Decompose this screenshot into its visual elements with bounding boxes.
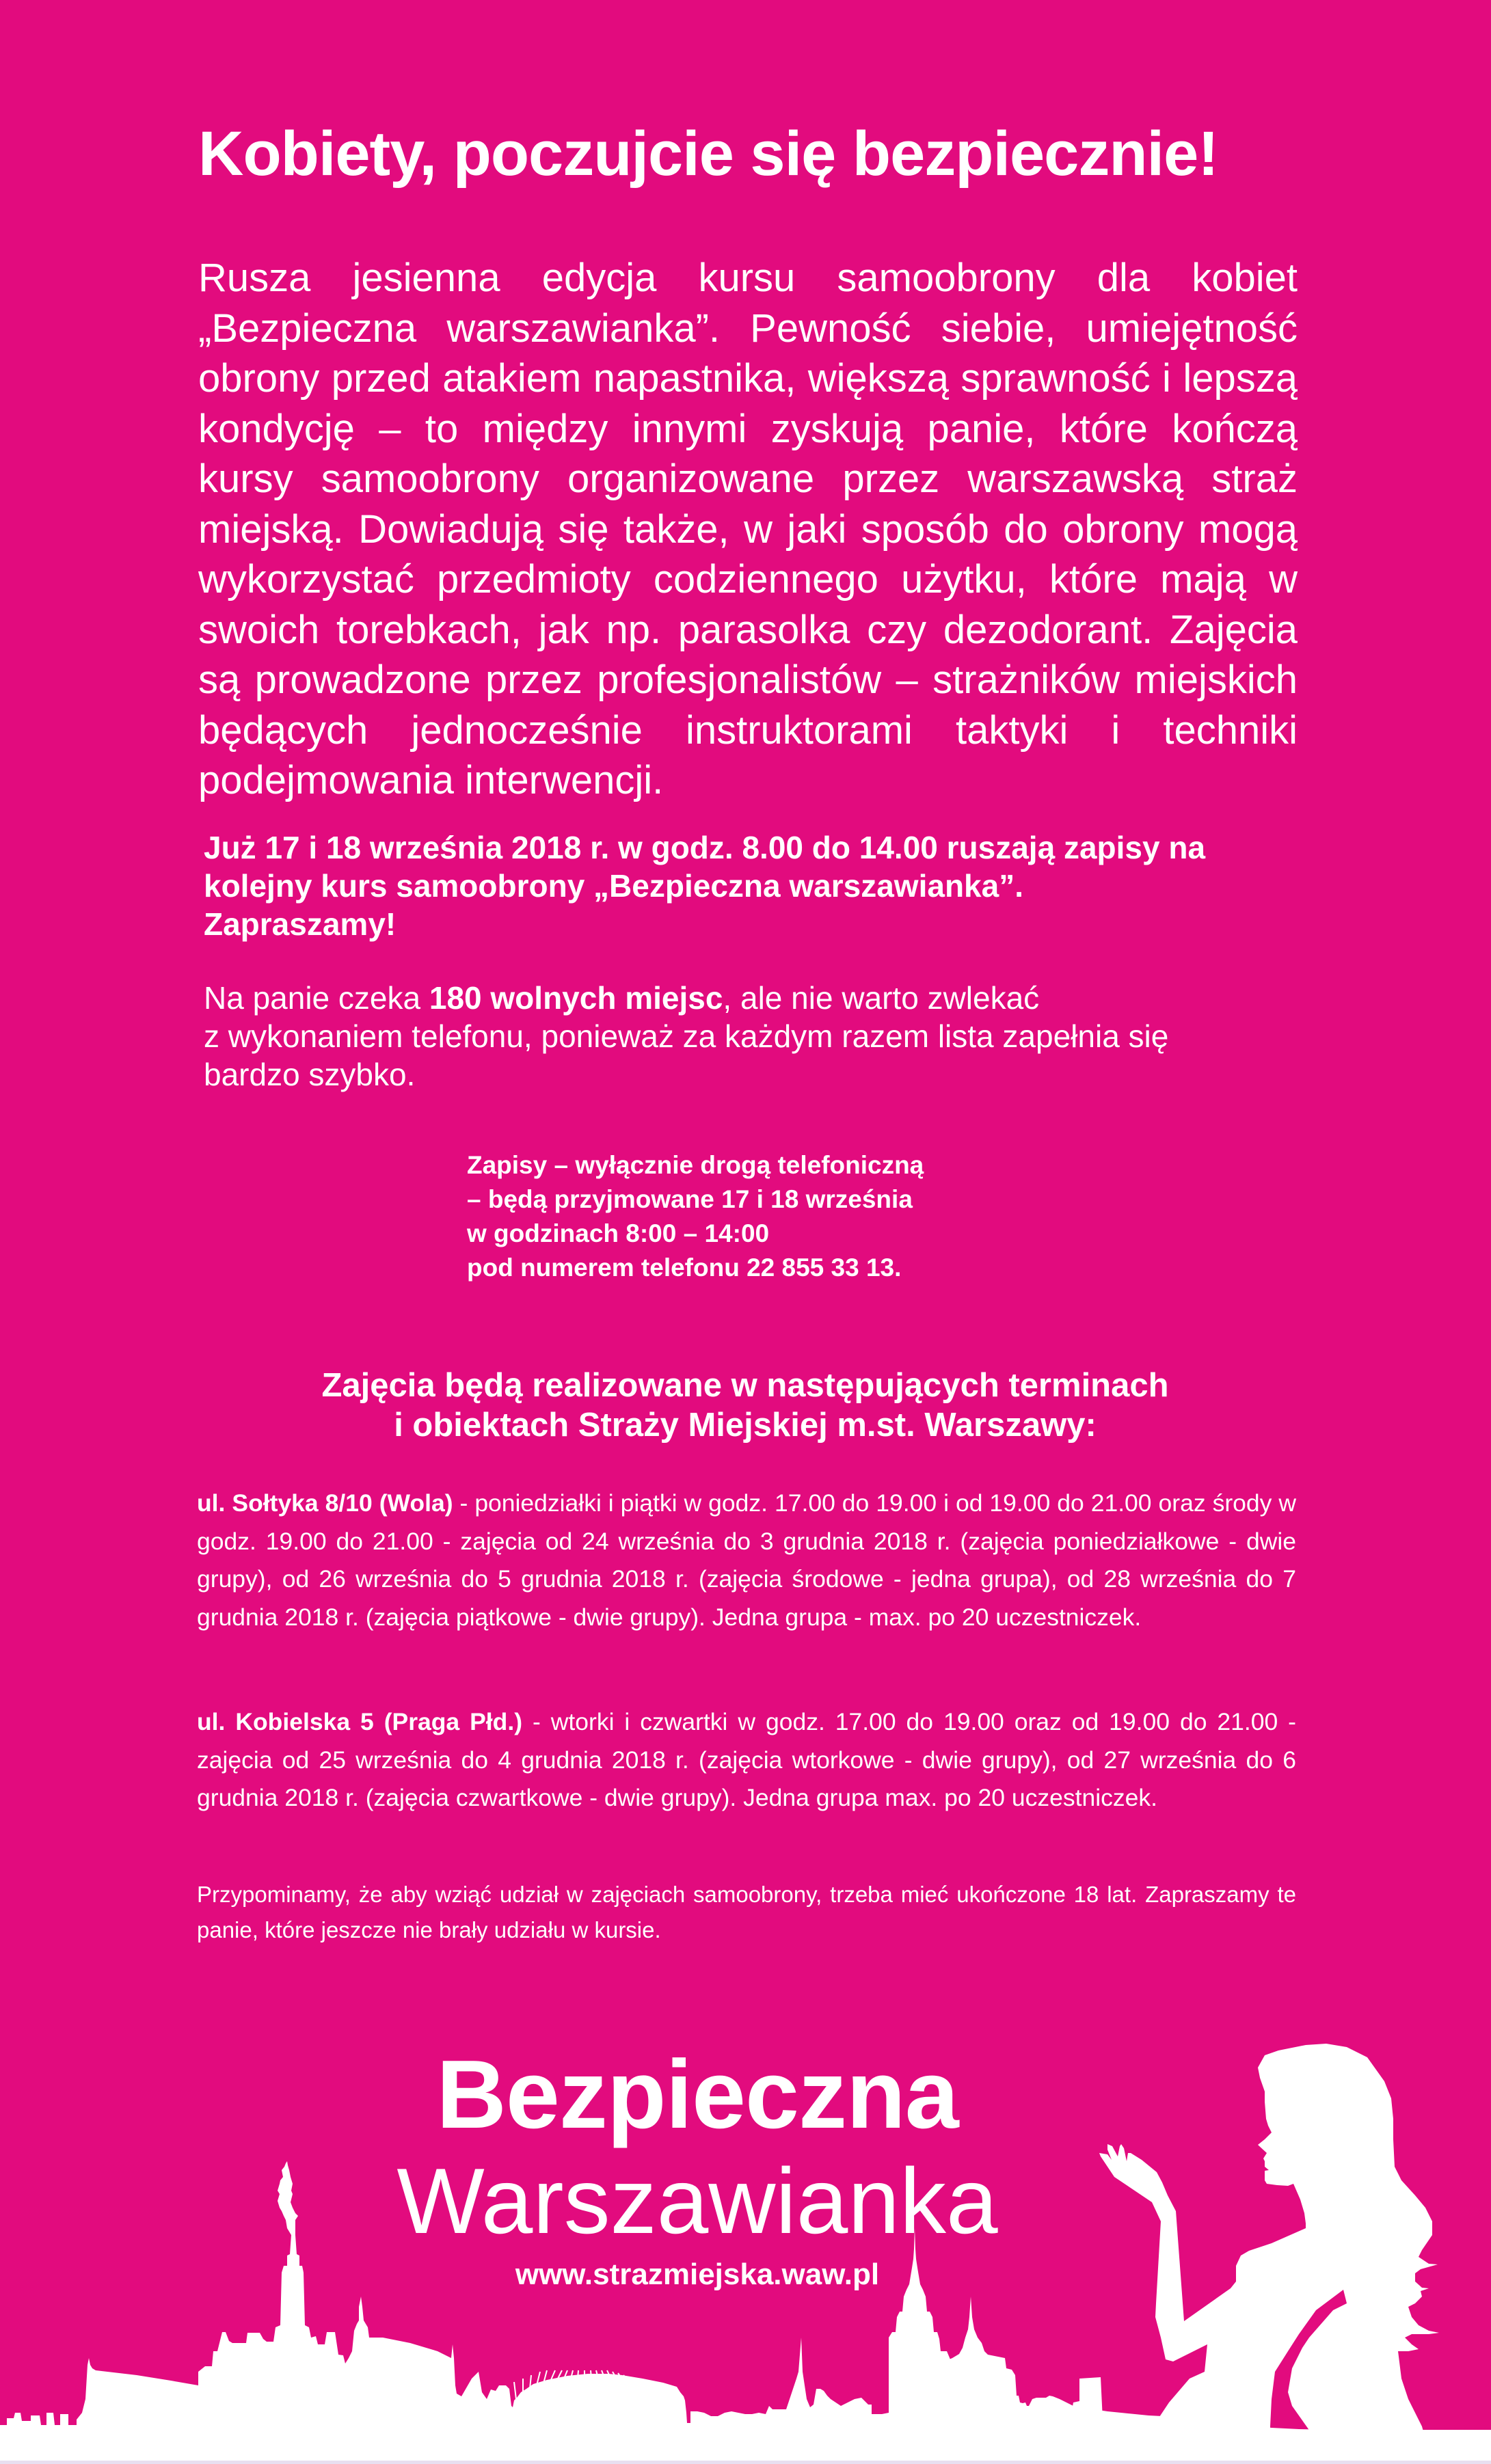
phone-info-line: w godzinach 8:00 – 14:00 — [467, 1219, 770, 1247]
seats-paragraph — [204, 979, 1311, 1094]
phone-info-line: – będą przyjmowane 17 i 18 września — [467, 1185, 913, 1213]
brand-title-line1: Bezpieczna — [436, 2040, 958, 2149]
schedule-heading-line: Zajęcia będą realizowane w następujących terminach — [321, 1367, 1169, 1404]
woman-silhouette-icon — [1060, 2016, 1491, 2464]
phone-number-line: pod numerem telefonu 22 855 33 13. — [467, 1254, 902, 1282]
seats-count: 180 wolnych miejsc — [429, 980, 723, 1016]
enrollment-line: Już 17 i 18 września 2018 r. w godz. 8.00 do 14.00 ruszają zapisy na — [204, 830, 1206, 865]
schedule-heading — [130, 1366, 1360, 1445]
schedule-heading-line: i obiektach Straży Miejskiej m.st. Warszawy: — [394, 1407, 1097, 1444]
age-reminder: Przypominamy, że aby wziąć udział w zajęciach samoobrony, trzeba mieć ukończone 18 lat. Zapraszamy te panie, które jeszcze nie brały udziału w kursie. — [197, 1882, 1296, 1942]
phone-registration-info — [467, 1148, 1082, 1285]
enrollment-line: Zapraszamy! — [204, 906, 397, 942]
seats-suffix: , ale nie warto zwlekać — [723, 980, 1040, 1016]
bottom-border — [0, 2461, 1491, 2464]
seats-line: z wykonaniem telefonu, ponieważ za każdym razem lista zapełnia się — [204, 1018, 1169, 1054]
website-url: www.strazmiejska.waw.pl — [515, 2258, 880, 2291]
location-name: ul. Sołtyka 8/10 (Wola) — [197, 1489, 453, 1517]
phone-info-line: Zapisy – wyłącznie drogą telefoniczną — [467, 1151, 924, 1179]
location-details: - wtorki i czwartki w godz. 17.00 do 19.00 oraz od 19.00 do 21.00 - zajęcia od 25 września do 4 grudnia 2018 r. (zajęcia wtorkowe - dwie grupy), od 27 września do 6 grudnia 2018 r. (zajęcia czwartkowe - dwie grupy). Jedna grupa max. po 20 uczestniczek. — [197, 1708, 1296, 1811]
location-soltyka — [197, 1485, 1296, 1636]
enrollment-announcement — [204, 828, 1311, 943]
page-title: Kobiety, poczujcie się bezpiecznie! — [198, 119, 1218, 189]
location-details: - poniedziałki i piątki w godz. 17.00 do 19.00 i od 19.00 do 21.00 oraz środy w godz. 19.00 do 21.00 - zajęcia od 24 września do 3 grudnia 2018 r. (zajęcia poniedziałkowe - dwie grupy), od 26 września do 5 grudnia 2018 r. (zajęcia środowe - jedna grupa), od 28 września do 7 grudnia 2018 r. (zajęcia piątkowe - dwie grupy). Jedna grupa - max. po 20 uczestniczek. — [197, 1489, 1296, 1631]
seats-prefix: Na panie czeka — [204, 980, 429, 1016]
brand-title-line2: Warszawianka — [397, 2149, 998, 2253]
location-kobielska — [197, 1703, 1296, 1817]
seats-line — [204, 979, 1311, 1017]
seats-line: bardzo szybko. — [204, 1057, 416, 1092]
location-name: ul. Kobielska 5 (Praga Płd.) — [197, 1708, 523, 1735]
enrollment-line: kolejny kurs samoobrony „Bezpieczna warszawianka”. — [204, 868, 1023, 904]
intro-paragraph: Rusza jesienna edycja kursu samoobrony dla kobiet „Bezpieczna warszawianka”. Pewność siebie, umiejętność obrony przed atakiem napastnika, większą sprawność i lepszą kondycję – to między innymi zyskują panie, które kończą kursy samoobrony organizowane przez warszawską straż miejską. Dowiadują się także, w jaki sposób do obrony mogą wykorzystać przedmioty codziennego użytku, które mają w swoich torebkach, jak np. parasolka czy dezodorant. Zajęcia są prowadzone przez profesjonalistów – strażników miejskich będących jednocześnie instruktorami taktyki i techniki podejmowania interwencji. — [198, 256, 1298, 802]
